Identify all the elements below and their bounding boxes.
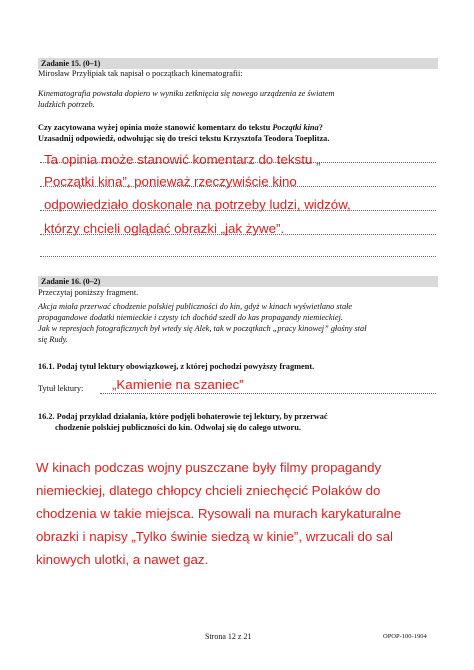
task-15-question-text: Czy zacytowana wyżej opinia może stanowić komentarz do tekstu — [38, 123, 273, 132]
task-15-answer-line-3: odpowiedziało doskonale na potrzeby ludzi, widzów, — [44, 197, 351, 212]
task-16-header: Zadanie 16. (0–2) — [38, 276, 438, 287]
task-16-1-question: 16.1. Podaj tytuł lektury obowiązkowej, z której pochodzi powyższy fragment. — [38, 362, 315, 371]
task-16-1-answer: „Kamienie na szaniec” — [112, 377, 244, 392]
task-16-2-answer-line-1: W kinach podczas wojny puszczane były filmy propagandy — [36, 460, 382, 475]
task-16-2-answer-line-4: obrazki i napisy „Tylko świnie siedzą w kinie”, wrzucali do sal — [36, 529, 393, 544]
task-15-answer-line-2: Początki kina”, ponieważ rzeczywiście kino — [44, 174, 297, 189]
page-number: Strona 12 z 21 — [205, 632, 252, 641]
task-16-2-question-line-1: 16.2. Podaj przykład działania, które podjęli bohaterowie tej lektury, by przerwać — [38, 412, 328, 421]
task-15-quote-line-1: Kinematografia powstała dopiero w wyniku zetknięcia się nowego urządzenia ze światem — [38, 89, 335, 98]
task-16-2-answer-line-2: niemieckiej, dlatego chłopcy chcieli zniechęcić Polaków do — [36, 483, 381, 498]
task-15-question-line-1 — [38, 123, 323, 134]
task-15-answer-line-1: Ta opinia może stanowić komentarz do tekstu „ — [44, 152, 321, 167]
task-15-intro: Mirosław Przyłipiak tak napisał o początkach kinematografii: — [38, 69, 243, 78]
task-16-fragment-line-4: się Rudy. — [38, 335, 68, 344]
task-15-header: Zadanie 15. (0–1) — [38, 58, 438, 69]
task-16-2-answer-line-3: chodzenia w takie miejsca. Rysowali na murach karykaturalne — [36, 506, 402, 521]
task-15-question-mark: ? — [318, 123, 323, 132]
task-16-fragment-line-1: Akcja miała przerwać chodzenie polskiej publiczności do kin, gdyż w kinach wyświetlano stałe — [38, 302, 353, 311]
task-16-intro: Przeczytaj poniższy fragment. — [38, 288, 139, 297]
task-16-2-question-line-2: chodzenie polskiej publiczności do kin. Odwołaj się do całego utworu. — [55, 423, 301, 432]
task-15-question-title: Początki kina — [272, 123, 319, 132]
task-15-quote-line-2: ludzkich potrzeb. — [38, 100, 95, 109]
task-16-fragment-line-2: propagandowe dodatki niemieckie i czysty ich dochód szedł do kas propagandy niemieckiej. — [38, 313, 343, 322]
task-15-question-line-2: Uzasadnij odpowiedź, odwołując się do treści tekstu Krzysztofa Teodora Toeplitza. — [38, 134, 330, 143]
answer-line — [40, 256, 436, 257]
title-label: Tytuł lektury: — [38, 384, 84, 393]
task-16-2-answer-line-5: kinowych ulotki, a nawet gaz. — [36, 552, 209, 567]
exam-code: OPOP-100-1904 — [383, 633, 427, 640]
answer-line — [100, 393, 436, 394]
task-15-answer-line-4: którzy chcieli oglądać obrazki „jak żywe”. — [44, 221, 285, 236]
task-16-fragment-line-3: Jak w represjach fotograficznych był wtedy się Alek, tak w początkach „pracy kinowej” głośny stał — [38, 324, 367, 333]
